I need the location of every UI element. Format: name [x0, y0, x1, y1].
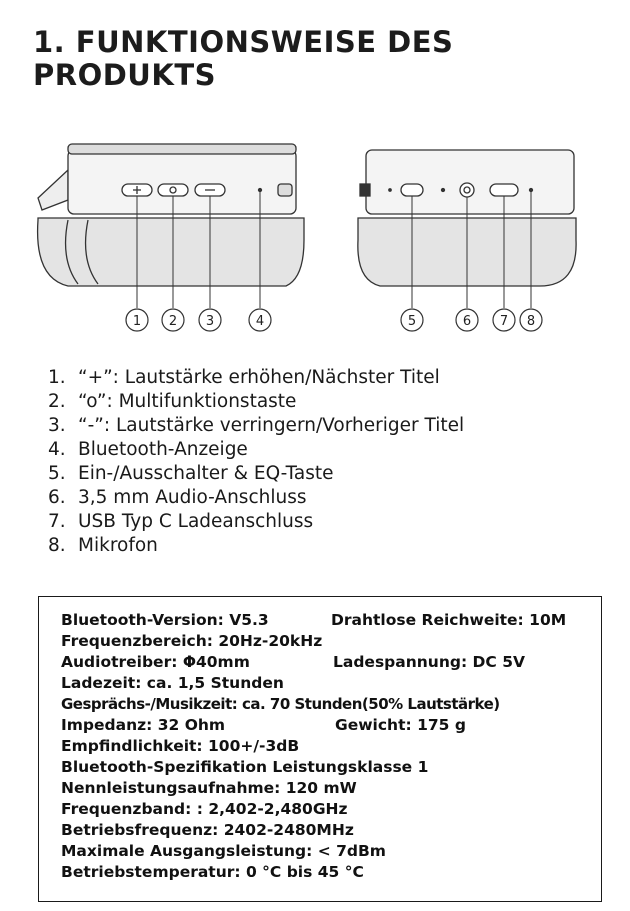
list-item [48, 486, 464, 510]
list-item [48, 438, 464, 462]
left-earcup-illustration [38, 144, 304, 286]
list-text: “o”: Multifunktionstaste [78, 391, 297, 412]
list-number: 2. [48, 391, 66, 412]
spec-driver: Audiotreiber: Φ40mm [61, 653, 250, 671]
callout-number: 4 [255, 314, 265, 329]
list-text: Bluetooth-Anzeige [78, 439, 248, 460]
list-item [48, 390, 464, 414]
spec-max-output: Maximale Ausgangsleistung: < 7dBm [61, 842, 386, 860]
spec-charging-time: Ladezeit: ca. 1,5 Stunden [61, 674, 284, 692]
spec-operating-frequency: Betriebsfrequenz: 2402-2480MHz [61, 821, 354, 839]
list-text: “-”: Lautstärke verringern/Vorheriger Titel [78, 415, 465, 436]
callout-number: 2 [168, 314, 178, 329]
callout-number: 7 [499, 314, 509, 329]
callout-number: 1 [132, 314, 142, 329]
list-text: “+”: Lautstärke erhöhen/Nächster Titel [78, 367, 440, 388]
callout-number: 8 [526, 314, 536, 329]
callout-number: 5 [407, 314, 417, 329]
list-item [48, 414, 464, 438]
list-text: Mikrofon [78, 535, 158, 556]
spec-bluetooth-version: Bluetooth-Version: V5.3 [61, 611, 269, 629]
page-title: 1. FUNKTIONSWEISE DES PRODUKTS [33, 25, 454, 92]
list-number: 3. [48, 415, 66, 436]
spec-frequency-range: Frequenzbereich: 20Hz-20kHz [61, 632, 323, 650]
callout-number: 3 [205, 314, 215, 329]
list-item [48, 534, 464, 558]
spec-frequency-band: Frequenzband: : 2,402-2,480GHz [61, 800, 348, 818]
list-number: 6. [48, 487, 66, 508]
list-text: Ein-/Ausschalter & EQ-Taste [78, 463, 334, 484]
list-item [48, 366, 464, 390]
function-list [48, 366, 464, 558]
callout-number: 6 [462, 314, 472, 329]
spec-operating-temp: Betriebstemperatur: 0 °C bis 45 °C [61, 863, 364, 881]
list-text: USB Typ C Ladeanschluss [78, 511, 314, 532]
headphone-diagram [30, 140, 600, 340]
list-number: 7. [48, 511, 66, 532]
spec-weight: Gewicht: 175 g [335, 716, 466, 734]
spec-sensitivity: Empfindlichkeit: 100+/-3dB [61, 737, 300, 755]
list-number: 1. [48, 367, 66, 388]
list-text: 3,5 mm Audio-Anschluss [78, 487, 307, 508]
spec-rated-power: Nennleistungsaufnahme: 120 mW [61, 779, 357, 797]
list-number: 5. [48, 463, 66, 484]
headphone-illustration [30, 140, 600, 340]
spec-impedance: Impedanz: 32 Ohm [61, 716, 226, 734]
specifications-box [38, 596, 602, 902]
spec-charging-voltage: Ladespannung: DC 5V [333, 653, 525, 671]
list-number: 4. [48, 439, 66, 460]
spec-talk-music-time: Gesprächs-/Musikzeit: ca. 70 Stunden(50% Lautstärke) [61, 695, 500, 713]
list-item [48, 462, 464, 486]
list-number: 8. [48, 535, 66, 556]
spec-bt-class: Bluetooth-Spezifikation Leistungsklasse 1 [61, 758, 429, 776]
spec-range: Drahtlose Reichweite: 10M [331, 611, 567, 629]
list-item [48, 510, 464, 534]
